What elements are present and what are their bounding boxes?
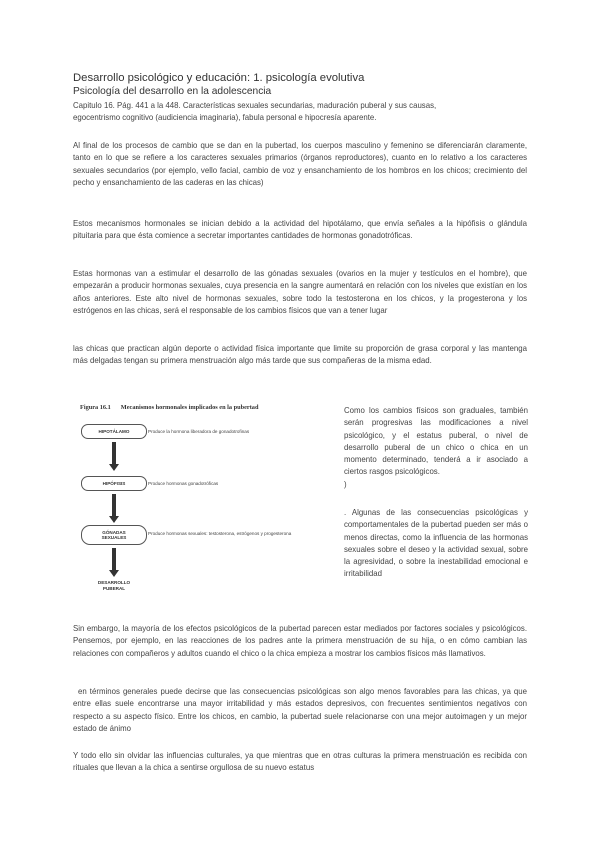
chapter-reference — [73, 100, 527, 125]
side-paragraph-direct-consequences: . Algunas de las consecuencias psicológicas y comportamentales de la pubertad pueden ser más o menos directas, como la influencia de las hormonas sexuales sobre el deseo y la actividad sexual, sobre la agresividad, o sobre la inestabilidad emocional e irritabilidad — [344, 508, 528, 579]
paragraph-cultural-influences: Y todo ello sin olvidar las influencias culturales, ya que mientras que en otras culturas la primera menstruación es recibida con rituales que llevan a la chica a sentirse orgullosa de su nuevo estatus — [73, 751, 527, 773]
side-paragraph-closing-parenthesis: ) — [344, 479, 347, 489]
hypothalamus-box: HIPOTÁLAMO — [81, 424, 147, 439]
side-paragraph-gradual-changes-text: Como los cambios físicos son graduales, también serán progresivas las modificaciones a nivel psicológico, y el estatus puberal, o nivel de desarrollo puberal de un chico o chica en un momento determinado, tenderá a ir asociado a ciertos rasgos psicológicos. — [344, 406, 528, 477]
paragraph-sexual-characteristics: Al final de los procesos de cambio que se dan en la pubertad, los cuerpos masculino y femenino se diferenciarán claramente, tanto en lo que se refiere a los caracteres sexuales primarios (órganos reproductores), cuanto en lo relativo a los caracteres sexuales secundarios (por ejemplo, vello facial, cambio de voz y ensanchamiento de los hombros en los chicos; crecimiento del pecho y ensanchamiento de las caderas en las chicas) — [73, 141, 527, 187]
document-subtitle: Psicología del desarrollo en la adolescencia — [73, 86, 272, 97]
pubertal-development-label — [86, 580, 142, 591]
gonads-description: Produce hormonas sexuales: testosterona, estrógenos y progesterona — [148, 531, 292, 536]
hypothalamus-description: Produce la hormona liberadora de gonadotrofinas — [148, 429, 250, 434]
chapter-reference-line-1: Capitulo 16. Pág. 441 a la 448. Características sexuales secundarias, maduración puberal y sus causas, — [73, 101, 437, 110]
paragraph-menstruation-sport: las chicas que practican algún deporte o actividad física importante que limite su proporción de grasa corporal y las mantenga más delgadas tengan su primera menstruación algo más tarde que sus compañeras de la misma edad. — [73, 344, 527, 366]
figure-caption — [80, 404, 268, 411]
figure-hormonal-mechanisms — [80, 404, 340, 600]
chapter-reference-line-2: egocentrismo cognitivo (audiciencia imaginaria), fabula personal e hipocresía aparente. — [73, 113, 377, 123]
down-arrow-icon — [109, 548, 119, 578]
pituitary-box: HIPÓFISIS — [81, 476, 147, 491]
gonads-box — [81, 525, 147, 545]
side-paragraph-gradual-changes — [344, 405, 528, 491]
pubertal-development-line-2: PUBERAL — [102, 585, 126, 591]
paragraph-sex-hormones: Estas hormonas van a estimular el desarrollo de las gónadas sexuales (ovarios en la mujer y testículos en el hombre), que empezarán a producir hormonas sexuales, cuya presencia en la sangre aumentará en relación con los niveles que existían en los años anteriores. Este alto nivel de hormonas sexuales, sobre todo la testosterona en los chicos, y la progesterona y los estrógenos en las chicas, será el responsable de los cambios físicos que van a tener lugar — [73, 269, 527, 315]
gonads-label-line-1: GÓNADAS — [102, 530, 126, 535]
gonads-label — [102, 530, 127, 540]
document-title: Desarrollo psicológico y educación: 1. psicología evolutiva — [73, 72, 365, 84]
pituitary-description: Produce hormonas gonadotróficas — [148, 481, 219, 486]
gonads-label-line-2: SEXUALES — [101, 535, 127, 540]
down-arrow-icon — [109, 442, 119, 472]
down-arrow-icon — [109, 494, 119, 524]
figure-title: Mecanismos hormonales implicados en la pubertad — [120, 404, 259, 411]
figure-label: Figura 16.1 — [80, 404, 111, 411]
paragraph-gender-differences: en términos generales puede decirse que las consecuencias psicológicas son algo menos favorables para las chicas, ya que entre ellas suele encontrarse una mayor irritabilidad y más estados depresivos, con frecuentes sentimientos negativos con respecto a su aspecto físico. Entre los chicos, en cambio, la pubertad suele relacionarse con una mejor autoimagen y un mejor estado de ánimo — [73, 687, 527, 733]
paragraph-hormonal-mechanisms: Estos mecanismos hormonales se inician debido a la actividad del hipotálamo, que envía señales a la hipófisis o glándula pituitaria para que ésta comience a secretar importantes cantidades de hormonas gonadotróficas. — [73, 219, 527, 241]
paragraph-social-factors: Sin embargo, la mayoría de los efectos psicológicos de la pubertad parecen estar mediados por factores sociales y psicológicos. Pensemos, por ejemplo, en las reacciones de los padres ante la primera menstruación de su hija, o en cómo cambian las relaciones con compañeros y adultos cuando el chico o la chica empieza a mostrar los cambios físicos más llamativos. — [73, 624, 527, 658]
pubertal-development-line-1: DESARROLLO — [97, 580, 131, 585]
